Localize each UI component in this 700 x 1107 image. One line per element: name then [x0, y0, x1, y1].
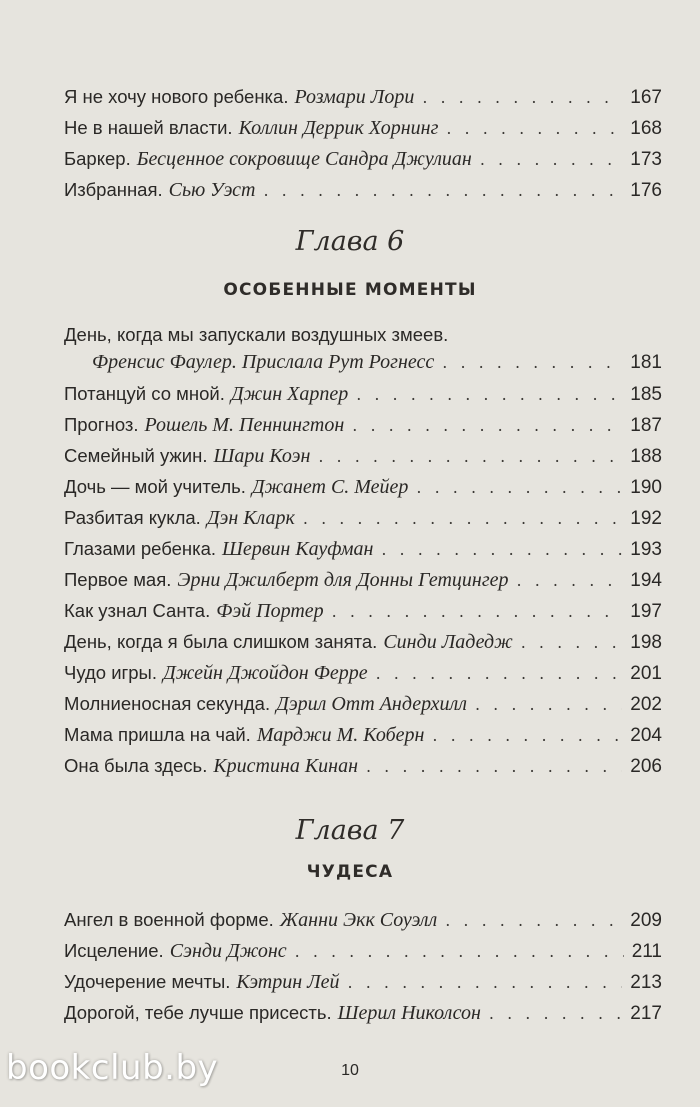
- entry-page: 198: [630, 632, 662, 653]
- chapter-heading: Глава 7: [295, 815, 405, 846]
- entry-author: Джин Харпер: [230, 383, 349, 405]
- entry-author: Кэтрин Лей: [236, 971, 340, 993]
- entry-author: Сэнди Джонс: [169, 940, 287, 962]
- entry-author: Коллин Деррик Хорнинг: [238, 117, 439, 139]
- toc-entry: [64, 533, 662, 564]
- entry-page: 173: [630, 149, 662, 170]
- leader-dots: [356, 379, 622, 410]
- entry-title: Избранная.: [64, 179, 163, 200]
- leader-dots: [442, 347, 622, 378]
- entry-author: Синди Ладедж: [383, 631, 513, 653]
- entry-title: День, когда я была слишком занята.: [64, 631, 378, 652]
- leader-dots: [264, 175, 623, 206]
- entry-title: Разбитая кукла.: [64, 507, 201, 528]
- entry-page: 201: [630, 663, 662, 684]
- entry-title: Ангел в военной форме.: [64, 909, 274, 930]
- leader-dots: [489, 998, 622, 1029]
- entry-title: Она была здесь.: [64, 755, 208, 776]
- entry-title: Баркер.: [64, 148, 131, 169]
- entry-page: 209: [630, 910, 662, 931]
- entry-page: 187: [630, 415, 662, 436]
- leader-dots: [446, 113, 622, 144]
- toc-entry: [64, 81, 662, 112]
- toc-entry: [64, 595, 662, 626]
- toc-entry: [64, 502, 662, 533]
- leader-dots: [416, 472, 622, 503]
- toc-entry: [64, 750, 662, 781]
- entry-author: Рошель М. Пеннингтон: [144, 414, 345, 436]
- entry-author: Марджи М. Коберн: [256, 724, 425, 746]
- entry-author: Шервин Кауфман: [222, 538, 374, 560]
- toc-chapter7-block: [64, 904, 662, 1028]
- toc-entry: [64, 409, 662, 440]
- entry-page: 176: [630, 180, 662, 201]
- entry-page: 194: [630, 570, 662, 591]
- entry-title: День, когда мы запускали воздушных змеев.: [64, 324, 449, 345]
- toc-entry: [64, 904, 662, 935]
- toc-entry: [64, 626, 662, 657]
- entry-title: Прогноз.: [64, 414, 139, 435]
- leader-dots: [422, 82, 622, 113]
- entry-title: Не в нашей власти.: [64, 117, 233, 138]
- entry-author: Сью Уэст: [168, 179, 256, 201]
- entry-title: Глазами ребенка.: [64, 538, 217, 559]
- entry-title: Молниеносная секунда.: [64, 693, 271, 714]
- entry-page: 167: [630, 87, 662, 108]
- entry-title: Я не хочу нового ребенка.: [64, 86, 289, 107]
- toc-chapter6-block: [64, 322, 662, 781]
- entry-title: Дорогой, тебе лучше присесть.: [64, 1002, 332, 1023]
- entry-author: Джанет С. Мейер: [251, 476, 409, 498]
- leader-dots: [381, 534, 622, 565]
- toc-entry: [64, 378, 662, 409]
- entry-author: Эрни Джилберт для Донны Гетцингер: [177, 569, 509, 591]
- toc-entry: [64, 143, 662, 174]
- toc-entry: [64, 997, 662, 1028]
- entry-author: Френсис Фаулер. Прислала Рут Рогнесс: [92, 351, 435, 373]
- entry-page: 190: [630, 477, 662, 498]
- section-title: ЧУДЕСА: [306, 862, 394, 882]
- toc-entry: [64, 688, 662, 719]
- leader-dots: [303, 503, 622, 534]
- leader-dots: [475, 689, 622, 720]
- toc-entry: [64, 564, 662, 595]
- entry-page: 217: [630, 1003, 662, 1024]
- toc-entry: [64, 719, 662, 750]
- watermark-logo: bookclub.by: [6, 1048, 219, 1088]
- entry-page: 204: [630, 725, 662, 746]
- leader-dots: [376, 658, 623, 689]
- toc-entry: [64, 935, 662, 966]
- entry-title: Семейный ужин.: [64, 445, 208, 466]
- entry-page: 185: [630, 384, 662, 405]
- entry-page: 192: [630, 508, 662, 529]
- entry-title: Первое мая.: [64, 569, 172, 590]
- toc-top-block: [64, 81, 662, 205]
- chapter-heading: Глава 6: [295, 226, 405, 257]
- toc-entry: [64, 322, 662, 378]
- toc-entry: [64, 440, 662, 471]
- toc-entry: [64, 657, 662, 688]
- leader-dots: [480, 144, 622, 175]
- entry-author: Жанни Экк Соуэлл: [279, 909, 438, 931]
- entry-title: Дочь — мой учитель.: [64, 476, 246, 497]
- entry-author: Фэй Портер: [216, 600, 324, 622]
- entry-title: Как узнал Санта.: [64, 600, 211, 621]
- entry-title: Исцеление.: [64, 940, 164, 961]
- entry-title: Потанцуй со мной.: [64, 383, 225, 404]
- entry-title: Чудо игры.: [64, 662, 157, 683]
- entry-author: Кристина Кинан: [213, 755, 358, 777]
- toc-entry: [64, 966, 662, 997]
- entry-page: 206: [630, 756, 662, 777]
- leader-dots: [521, 627, 623, 658]
- leader-dots: [517, 565, 623, 596]
- entry-page: 211: [631, 941, 662, 962]
- toc-entry: [64, 174, 662, 205]
- entry-author: Джейн Джойдон Ферре: [163, 662, 368, 684]
- page-number: 10: [341, 1062, 359, 1079]
- entry-page: 197: [630, 601, 662, 622]
- toc-entry: [64, 112, 662, 143]
- entry-page: 213: [630, 972, 662, 993]
- entry-page: 188: [630, 446, 662, 467]
- entry-author: Шари Коэн: [213, 445, 311, 467]
- section-title: ОСОБЕННЫЕ МОМЕНТЫ: [223, 280, 477, 300]
- leader-dots: [445, 905, 622, 936]
- entry-author: Шерил Николсон: [337, 1002, 481, 1024]
- leader-dots: [348, 967, 623, 998]
- entry-author: Дэн Кларк: [206, 507, 295, 529]
- entry-page: 193: [630, 539, 662, 560]
- leader-dots: [318, 441, 622, 472]
- entry-author: Бесценное сокровище Сандра Джулиан: [136, 148, 472, 170]
- entry-page: 202: [630, 694, 662, 715]
- leader-dots: [432, 720, 622, 751]
- entry-author: Розмари Лори: [294, 86, 415, 108]
- entry-author: Дэрил Отт Андерхилл: [276, 693, 467, 715]
- toc-entry: [64, 471, 662, 502]
- entry-page: 181: [630, 352, 662, 373]
- leader-dots: [295, 936, 624, 967]
- leader-dots: [366, 751, 622, 782]
- leader-dots: [332, 596, 623, 627]
- entry-title: Удочерение мечты.: [64, 971, 231, 992]
- entry-page: 168: [630, 118, 662, 139]
- entry-title: Мама пришла на чай.: [64, 724, 251, 745]
- leader-dots: [352, 410, 622, 441]
